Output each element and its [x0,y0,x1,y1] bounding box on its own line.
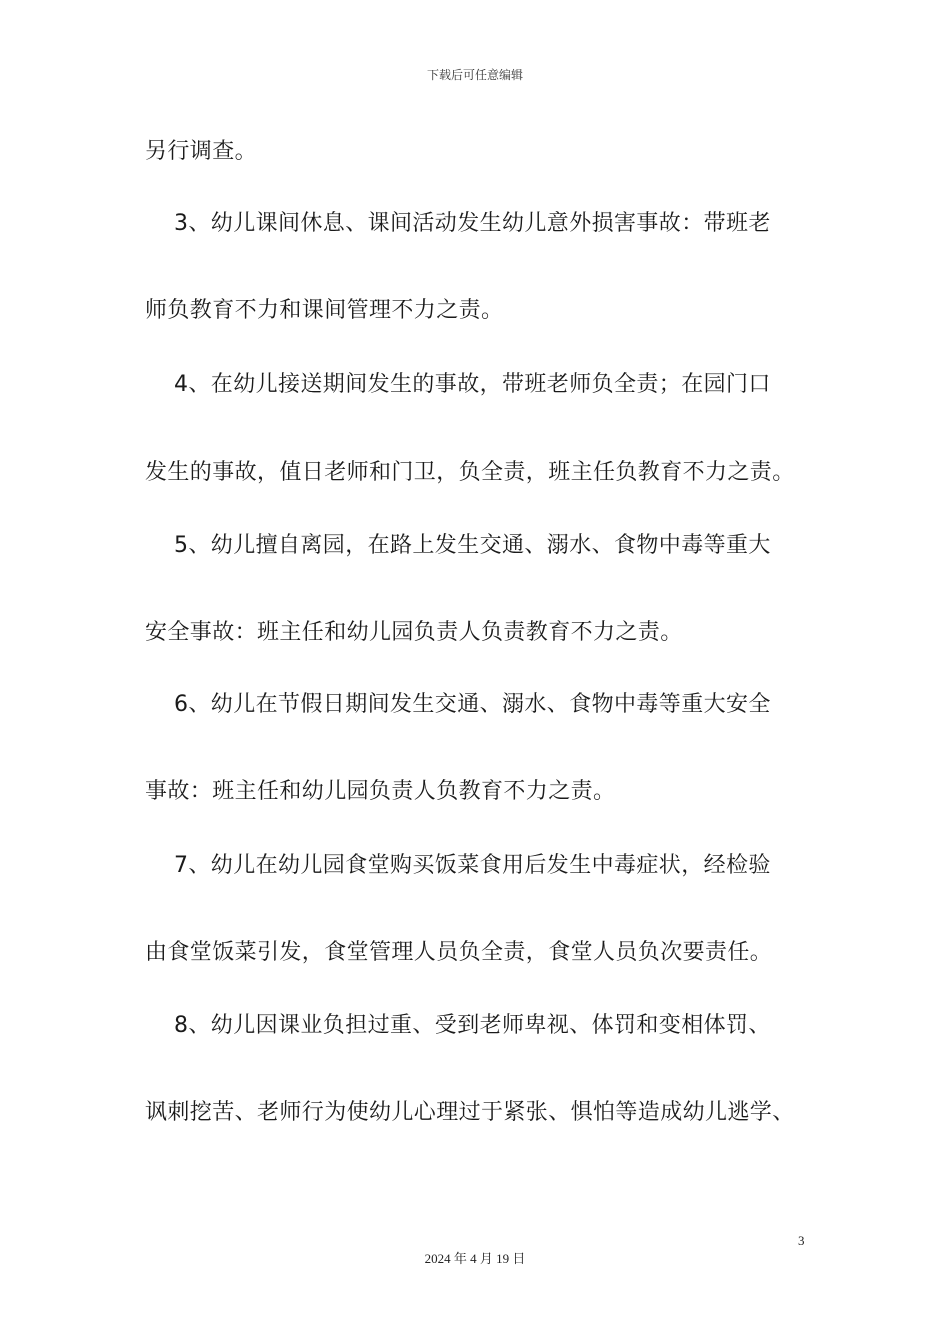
page-header: 下载后可任意编辑 [426,68,523,82]
paragraph-line: 8、幼儿因课业负担过重、受到老师卑视、体罚和变相体罚、 [174,1013,771,1038]
paragraph-line: 5、幼儿擅自离园，在路上发生交通、溺水、食物中毒等重大 [174,533,771,558]
paragraph-line: 6、幼儿在节假日期间发生交通、溺水、食物中毒等重大安全 [174,692,771,717]
paragraph-line: 讽刺挖苦、老师行为使幼儿心理过于紧张、惧怕等造成幼儿逃学、 [145,1100,795,1125]
paragraph-line: 事故：班主任和幼儿园负责人负教育不力之责。 [145,779,616,804]
paragraph-line: 7、幼儿在幼儿园食堂购买饭菜食用后发生中毒症状，经检验 [174,853,771,878]
paragraph-line: 师负教育不力和课间管理不力之责。 [145,298,504,323]
paragraph-line: 发生的事故，值日老师和门卫，负全责，班主任负教育不力之责。 [145,460,795,485]
paragraph-line: 安全事故：班主任和幼儿园负责人负责教育不力之责。 [145,620,683,645]
paragraph-line: 3、幼儿课间休息、课间活动发生幼儿意外损害事故：带班老 [174,211,771,236]
paragraph-line: 由食堂饭菜引发，食堂管理人员负全责，食堂人员负次要责任。 [145,940,773,965]
page-number: 3 [798,1233,805,1248]
paragraph-line: 另行调查。 [145,139,258,164]
paragraph-line: 4、在幼儿接送期间发生的事故，带班老师负全责；在园门口 [174,372,771,397]
footer-date: 2024 年 4 月 19 日 [424,1251,526,1266]
